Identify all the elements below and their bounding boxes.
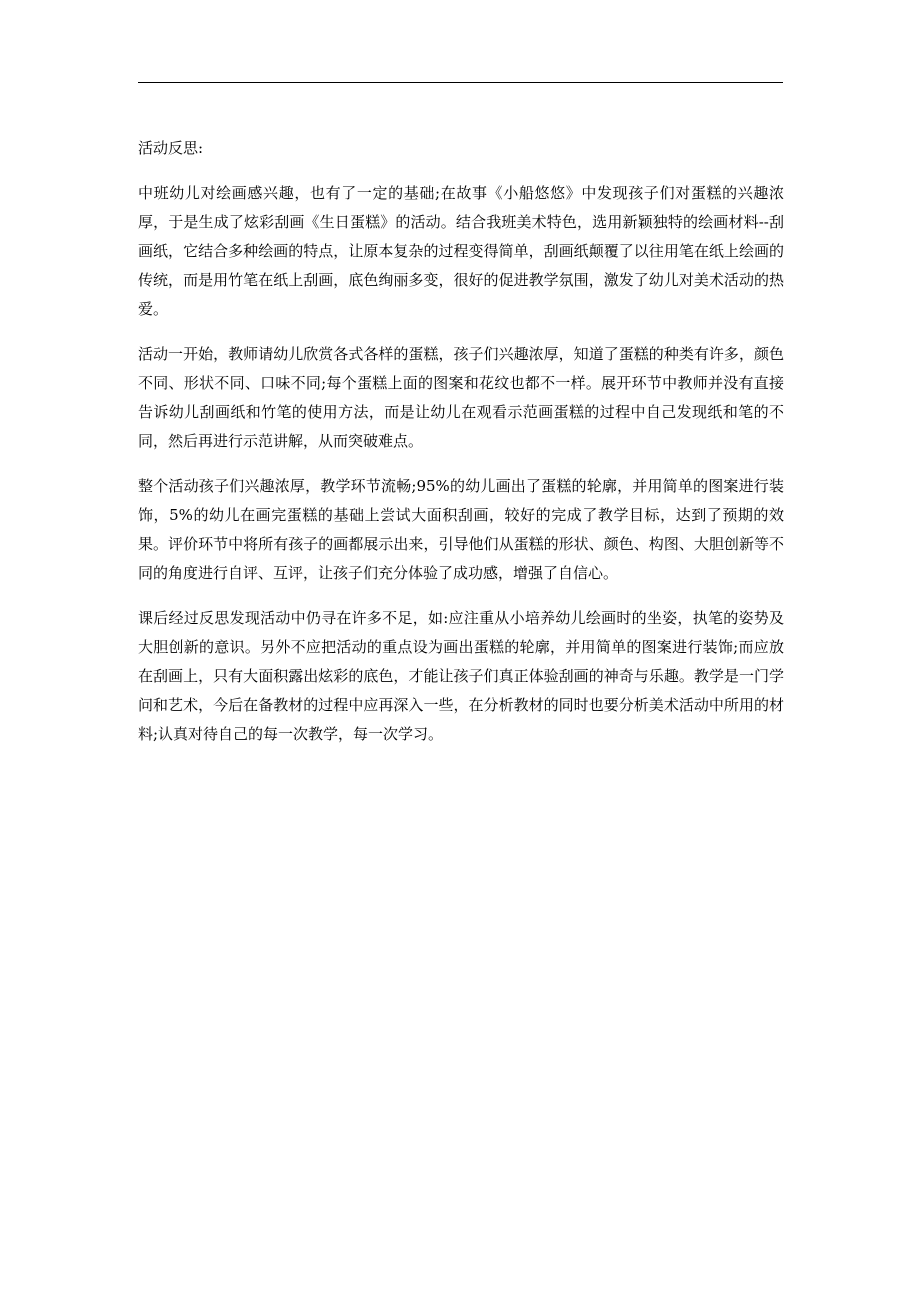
header-rule [138, 82, 783, 83]
paragraph-2: 活动一开始，教师请幼儿欣赏各式各样的蛋糕，孩子们兴趣浓厚，知道了蛋糕的种类有许多，颜色不同、形状不同、口味不同;每个蛋糕上面的图案和花纹也都不一样。展开环节中教师并没有直接告诉幼儿刮画纸和竹笔的使用方法，而是让幼儿在观看示范画蛋糕的过程中自己发现纸和笔的不同，然后再进行示范讲解，从而突破难点。 [138, 345, 784, 450]
paragraph-4: 课后经过反思发现活动中仍寻在许多不足，如:应注重从小培养幼儿绘画时的坐姿，执笔的姿势及大胆创新的意识。另外不应把活动的重点设为画出蛋糕的轮廓，并用简单的图案进行装饰;而应放在刮画上，只有大面积露出炫彩的底色，才能让孩子们真正体验刮画的神奇与乐趣。教学是一门学问和艺术，今后在备教材的过程中应再深入一些，在分析教材的同时也要分析美术活动中所用的材料;认真对待自己的每一次教学，每一次学习。 [138, 609, 784, 743]
section-heading: 活动反思: [138, 139, 204, 157]
paragraph-1: 中班幼儿对绘画感兴趣，也有了一定的基础;在故事《小船悠悠》中发现孩子们对蛋糕的兴趣浓厚，于是生成了炫彩刮画《生日蛋糕》的活动。结合我班美术特色，选用新颖独特的绘画材料--刮画纸，它结合多种绘画的特点，让原本复杂的过程变得简单，刮画纸颠覆了以往用笔在纸上绘画的传统，而是用竹笔在纸上刮画，底色绚丽多变，很好的促进教学氛围，激发了幼儿对美术活动的热爱。 [138, 184, 784, 318]
document-body [138, 134, 784, 765]
paragraph-3: 整个活动孩子们兴趣浓厚，教学环节流畅;95%的幼儿画出了蛋糕的轮廓，并用简单的图案进行装饰，5%的幼儿在画完蛋糕的基础上尝试大面积刮画，较好的完成了教学目标，达到了预期的效果。评价环节中将所有孩子的画都展示出来，引导他们从蛋糕的形状、颜色、构图、大胆创新等不同的角度进行自评、互评，让孩子们充分体验了成功感，增强了自信心。 [138, 477, 784, 582]
